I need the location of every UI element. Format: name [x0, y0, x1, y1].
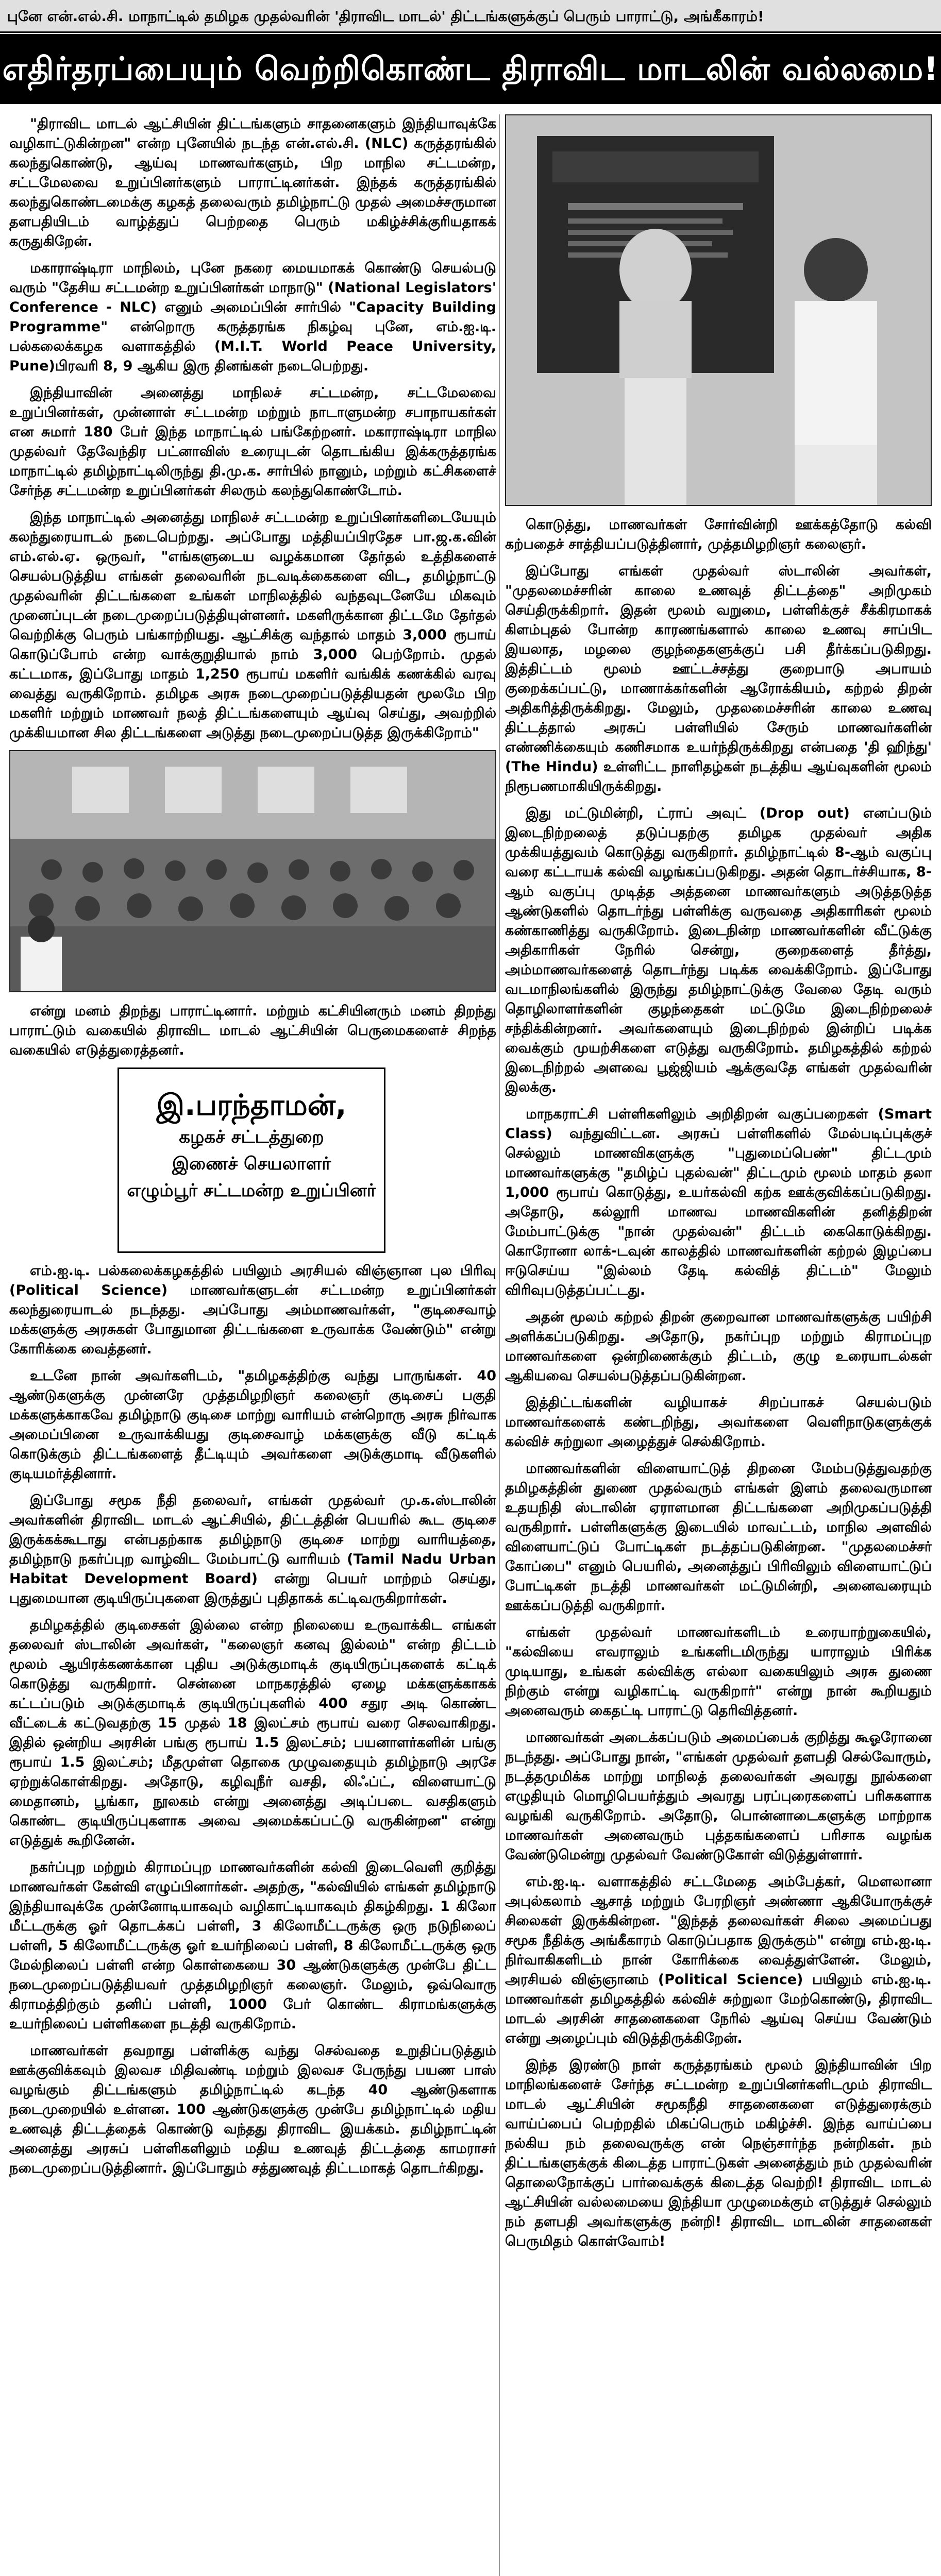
author-byline-box — [117, 1067, 385, 1253]
article-paragraph: மாணவர்கள் தவறாது பள்ளிக்கு வந்து செல்வதை உறுதிப்படுத்தும் ஊக்குவிக்கவும் இலவச மிதிவண்டி மற்றும் இலவச பேருந்து பயண பாஸ் வழங்கும் திட்டங்களும் தமிழ்நாட்டில் கடந்த 40 ஆண்டுகளாக நடைமுறையில் உள்ளன. 100 ஆண்டுகளுக்கு முன்பே தமிழ்நாட்டில் மதிய உணவுத் திட்டத்தைக் கொண்டு வந்தது திராவிட இயக்கம். தமிழ்நாட்டின் அனைத்து அரசுப் பள்ளிகளிலும் மதிய உணவுத் திட்டத்தை காமராசர் நடைமுறைப்படுத்தினார். இப்போதும் சத்துணவுத் திட்டமாகத் தொடர்கிறது. — [9, 2043, 496, 2176]
right-column — [505, 114, 932, 2576]
article-paragraph: இத்திட்டங்களின் வழியாகச் சிறப்பாகச் செயல்படும் மாணவர்களைக் கண்டறிந்து, அவர்களை வெளிநாடுகளுக்குக் கல்விச் சுற்றுலா அழைத்துச் செல்கிறோம். — [505, 1395, 932, 1450]
article-paragraph: மகாராஷ்டிரா மாநிலம், புனே நகரை மையமாகக் கொண்டு செயல்படு வரும் "தேசிய சட்டமன்ற உறுப்பினர்கள் மாநாடு" (National Legislators' Conference - NLC) எனும் அமைப்பின் சார்பில் "Capacity Building Programme" என்றொரு கருத்தரங்க நிகழ்வு புனே, எம்.ஐ.டி. பல்கலைக்கழக வளாகத்தில் (M.I.T. World Peace University, Pune)பிரவரி 8, 9 ஆகிய இரு தினங்கள் நடைபெற்றது. — [9, 260, 496, 374]
article-paragraph: நகர்ப்புற மற்றும் கிராமப்புற மாணவர்களின் கல்வி இடைவெளி குறித்து மாணவர்கள் கேள்வி எழுப்பினார்கள். அதற்கு, "கல்வியில் எங்கள் தமிழ்நாடு இந்தியாவுக்கே முன்னோடியாகவும் வழிகாட்டியாகவும் திகழ்கிறது. 1 கிலோ மீட்டருக்கு ஓர் தொடக்கப் பள்ளி, 3 கிலோமீட்டருக்கு ஒரு நடுநிலைப் பள்ளி, 5 கிலோமீட்டருக்கு ஓர் உயர்நிலைப் பள்ளி, 8 கிலோமீட்டருக்கு ஒரு மேல்நிலைப் பள்ளி என்ற கொள்கையை 30 ஆண்டுகளுக்கு முன்பே திட்ட நடைமுறைப்படுத்தியவர் முத்தமிழறிஞர் கலைஞர். மேலும், ஒவ்வொரு கிராமத்திற்கும் தனிப் பள்ளி, 1000 பேர் கொண்ட கிராமங்களுக்கு உயர்நிலைப் பள்ளிகளை நடத்தி வருகிறோம். — [9, 1859, 496, 2032]
author-title-1: கழகச் சட்டத்துறை — [179, 1127, 324, 1147]
article-paragraph: இந்தியாவின் அனைத்து மாநிலச் சட்டமன்ற, சட்டமேலவை உறுப்பினர்கள், முன்னாள் சட்டமன்ற மற்றும் நாடாளுமன்ற சபாநாயகர்கள் என சுமார் 180 பேர் இந்த மாநாட்டில் பங்கேற்றனர். மகாராஷ்டிரா மாநில முதல்வர் தேவேந்திர பட்னாவிஸ் உரையுடன் தொடங்கிய இக்கருத்தரங்க மாநாட்டில் தமிழ்நாட்டிலிருந்து தி.மு.க. சார்பில் நானும், மற்றும் கட்சிகளைச் சேர்ந்த சட்டமன்ற உறுப்பினர்கள் சிலரும் கலந்துகொண்டோம். — [9, 385, 496, 499]
article-paragraph: மாணவர்கள் அடைக்கப்படும் அமைப்பைக் குறித்து கூஓரோனை நடந்தது. அப்போது நான், "எங்கள் முதல்வர் தளபதி செல்வோரும், நடத்தமுமிக்க மாற்று மாநிலத் தலைவர்கள் அவரது நூல்களை எழுதியும் மொழிபெயர்த்தும் அவரது பரப்புரைகளைப் பரிசுகளாக வழங்கி வருகிறோம். அதோடு, பொன்னாடைகளுக்கு மாற்றாக மாணவர்கள் அனைவரும் புத்தகங்களைப் பரிசாக வழங்க வேண்டுமென்று முதல்வர் வேண்டுகோள் விடுத்துள்ளார். — [505, 1730, 932, 1863]
article-paragraph: இந்த இரண்டு நாள் கருத்தரங்கம் மூலம் இந்தியாவின் பிற மாநிலங்களைச் சேர்ந்த சட்டமன்ற உறுப்பினர்களிடமும் திராவிட மாடல் ஆட்சியின் சமூகநீதி சாதனைகளை எடுத்துரைக்கும் வாய்ப்பைப் பெற்றதில் மிகப்பெரும் மகிழ்ச்சி. இந்த வாய்ப்பை நல்கிய நம் தலைவருக்கு என் நெஞ்சார்ந்த நன்றிகள். நம் திட்டங்களுக்குக் கிடைத்த பாராட்டுகள் அனைத்தும் நம் முதல்வரின் தொலைநோக்குப் பார்வைக்குக் கிடைத்த வெற்றி! திராவிட மாடல் ஆட்சியின் வல்லமையை இந்தியா முழுமைக்கும் எடுத்துச் செல்லும் நம் தளபதி அவர்களுக்கு நன்றி! திராவிட மாடலின் சாதனைகள் பெருமிதம் கொள்வோம்! — [505, 2057, 932, 2249]
article-paragraph: எம்.ஐ.டி. பல்கலைக்கழகத்தில் பயிலும் அரசியல் விஞ்ஞான புல பிரிவு (Political Science) மாணவர்களுடன் சட்டமன்ற உறுப்பினர்கள் கலந்துரையாடல் நடந்தது. அப்போது அம்மாணவர்கள், "குடிசைவாழ் மக்களுக்கு அரசுகள் போதுமான திட்டங்களை உருவாக்க வேண்டும்" என்று கோரிக்கை வைத்தனர். — [9, 1263, 496, 1357]
author-title-3: எழும்பூர் சட்டமன்ற உறுப்பினர் — [127, 1180, 376, 1201]
portrait-photo — [505, 114, 932, 506]
left-column — [9, 114, 496, 2576]
article-paragraph: "திராவிட மாடல் ஆட்சியின் திட்டங்களும் சாதனைகளும் இந்தியாவுக்கே வழிகாட்டுகின்றன" என்ற புனேயில் நடந்த என்.எல்.சி. (NLC) கருத்தரங்கில் கலந்துகொண்டு, ஆய்வு மாணவர்களும், பிற மாநில சட்டமன்ற, சட்டமேலவை உறுப்பினர்களும் பாராட்டினர்கள். இந்தக் கருத்தரங்கில் கலந்துகொண்டமைக்கு கழகத் தலைவரும் தமிழ்நாட்டு முதல் அமைச்சருமான தளபதியிடம் வாழ்த்துப் பெற்றதை பெரும் மகிழ்ச்சிக்குரியதாகக் கருதுகிறேன். — [9, 116, 496, 249]
headline: எதிர்தரப்பையும் வெற்றிகொண்ட திராவிட மாடலின் வல்லமை! — [0, 34, 941, 104]
article-paragraph: இப்போது எங்கள் முதல்வர் ஸ்டாலின் அவர்கள், "முதலமைச்சரின் காலை உணவுத் திட்டத்தை" அறிமுகம் செய்திருக்கிறார். இதன் மூலம் வறுமை, பள்ளிக்குச் சீக்கிரமாகக் கிளம்புதல் போன்ற காரணங்களால் காலை உணவு சாப்பிட இயலாத, மழலை குழந்தைகளுக்குப் பசி தீர்க்கப்படுகிறது. இத்திட்டம் மூலம் ஊட்டச்சத்து குறைபாடு அபாயம் குறைக்கப்பட்டு, மாணாக்கர்களின் ஆரோக்கியம், கற்றல் திறன் அதிகரித்திருக்கிறது. மேலும், முதலமைச்சரின் காலை உணவு திட்டத்தால் அரசுப் பள்ளியில் சேரும் மாணவர்களின் எண்ணிக்கையும் கணிசமாக உயர்ந்திருக்கிறது என்பதை 'தி ஹிந்து' (The Hindu) உள்ளிட்ட நாளிதழ்கள் நடத்திய ஆய்வுகளின் மூலம் நிரூபணமாகியிருக்கிறது. — [505, 563, 932, 794]
author-name: இ.பரந்தாமன், — [156, 1089, 347, 1122]
conference-hall-photo — [9, 750, 496, 992]
article-paragraph: என்று மனம் திறந்து பாராட்டினார். மற்றும் கட்சியினரும் மனம் திறந்து பாராட்டும் வகையில் திராவிட மாடல் ஆட்சியின் பெருமைகளைச் சிறந்த வகையில் எடுத்துரைத்தனர். — [9, 1003, 496, 1058]
article-paragraph: மாணவர்களின் விளையாட்டுத் திறனை மேம்படுத்துவதற்கு தமிழகத்தின் துணை முதல்வரும் எங்கள் இளம் தலைவருமான உதயநிதி ஸ்டாலின் ஏராளமான திட்டங்களை அறிமுகப்படுத்தி வருகிறார். பள்ளிகளுக்கு இடையில் மாவட்டம், மாநில அளவில் விளையாட்டுப் போட்டிகள் நடத்தப்படுகின்றன. "முதலமைச்சர் கோப்பை" எனும் பெயரில், அனைத்துப் பிரிவிலும் விளையாட்டுப் போட்டிகள் நடத்தி மாணவர்கள் மட்டுமின்றி, அனைவரையும் ஊக்கப்படுத்தி வருகிறார். — [505, 1461, 932, 1614]
article-paragraph: உடனே நான் அவர்களிடம், "தமிழகத்திற்கு வந்து பாருங்கள். 40 ஆண்டுகளுக்கு முன்னரே முத்தமிழறிஞர் கலைஞர் குடிசைப் பகுதி மக்களுக்காகவே தமிழ்நாடு குடிசை மாற்று வாரியம் என்றொரு அரசு நிர்வாக அமைப்பினை உருவாக்கியது குடிசைவாழ் மக்களுக்கு வீடு கட்டிக் கொடுக்கும் திட்டங்களைத் தீட்டியும் அவர்களை அடுக்குமாடி வீடுகளில் குடியமர்த்தினார். — [9, 1368, 496, 1482]
article-paragraph: இப்போது சமூக நீதி தலைவர், எங்கள் முதல்வர் மு.க.ஸ்டாலின் அவர்களின் திராவிட மாடல் ஆட்சியில், திட்டத்தின் பெயரில் கூட குடிசை இருக்கக்கூடாது என்பதற்காக தமிழ்நாடு குடிசை மாற்று வாரியத்தை, தமிழ்நாடு நகர்ப்புற வாழ்விட மேம்பாட்டு வாரியம் (Tamil Nadu Urban Habitat Development Board) என்று பெயர் மாற்றம் செய்து, புதுமையான குடியிருப்புகளை இருத்துப் புதிதாகக் கட்டிவருகிறார்கள். — [9, 1493, 496, 1606]
article-paragraph: அதன் மூலம் கற்றல் திறன் குறைவான மாணவர்களுக்கு பயிற்சி அளிக்கப்படுகிறது. அதோடு, நகர்ப்புற மற்றும் கிராமப்புற மாணவர்களை ஒன்றிணைக்கும் திட்டம், குழு உரையாடல்கள் ஆகியவை செயல்படுத்தப்படுகின்றன. — [505, 1309, 932, 1384]
article-paragraph: கொடுத்து, மாணவர்கள் சோர்வின்றி ஊக்கத்தோடு கல்வி கற்பதைச் சாத்தியப்படுத்தினார், முத்தமிழறிஞர் கலைஞர். — [505, 517, 932, 552]
article-paragraph: இந்த மாநாட்டில் அனைத்து மாநிலச் சட்டமன்ற உறுப்பினர்களிடையேயும் கலந்துரையாடல் நடைபெற்றது. அப்போது மத்தியப்பிரதேச பா.ஜ.க.வின் எம்.எல்.ஏ. ஒருவர், "எங்களுடைய வழக்கமான தேர்தல் உத்திகளைச் செயல்படுத்திய எங்கள் தலைவரின் நடவடிக்கைகளை விட, தமிழ்நாட்டு முதல்வரின் திட்டங்களை உங்கள் மாநிலத்தில் வந்தவுடனேயே மிகவும் முனைப்புடன் நடைமுறைப்படுத்தியுள்ளனர். மகளிருக்கான திட்டமே தேர்தல் வெற்றிக்கு பெரும் பங்காற்றியது. ஆட்சிக்கு வந்தால் மாதம் 3,000 ரூபாய் கொடுப்போம் என்ற வாக்குறுதியால் நாம் 3,000 பெற்றோம். முதல் கட்டமாக, இப்போது மாதம் 1,250 ரூபாய் மகளிர் வங்கிக் கணக்கில் வரவு வைத்து வருகிறோம். தமிழக அரசு நடைமுறைப்படுத்தியதன் மூலமே பிற மகளிர் மற்றும் மாணவர் நலத் திட்டங்களையும் ஆய்வு செய்து, அவற்றில் முக்கியமான சில திட்டங்களை அடுத்து நடைமுறைப்படுத்த இருக்கிறோம்" — [9, 510, 496, 741]
article-paragraph: தமிழகத்தில் குடிசைகள் இல்லை என்ற நிலையை உருவாக்கிட எங்கள் தலைவர் ஸ்டாலின் அவர்கள், "கலைஞர் கனவு இல்லம்" என்ற திட்டம் மூலம் ஆயிரக்கணக்கான புதிய அடுக்குமாடிக் குடியிருப்புகளைக் கட்டிக் கொடுத்து வருகிறார். சென்னை மாநகரத்தில் ஏழை மக்களுக்காகக் கட்டப்படும் அடுக்குமாடிக் குடியிருப்புகளில் 400 சதுர அடி கொண்ட வீட்டைக் கட்டுவதற்கு 15 முதல் 18 இலட்சம் ரூபாய் வரை செலவாகிறது. இதில் ஒன்றிய அரசின் பங்கு ரூபாய் 1.5 இலட்சம்; பயனாளர்களின் பங்கு ரூபாய் 1.5 இலட்சம்; மீதமுள்ள தொகை முழுவதையும் தமிழ்நாடு அரசே ஏற்றுக்கொள்கிறது. அதோடு, கழிவுநீர் வசதி, லிஃப்ட், விளையாட்டு மைதானம், பூங்கா, நூலகம் என்று அனைத்து அடிப்படை வசதிகளும் கொண்ட குடியிருப்புகளாக அவை அமைக்கப்பட்டு வருகின்றன" என்று எடுத்துக் கூறினேன். — [9, 1617, 496, 1849]
column-divider — [499, 114, 500, 2576]
conference-hall-illustration — [10, 751, 496, 992]
portrait-illustration — [506, 115, 932, 506]
article-paragraph: இது மட்டுமின்றி, ட்ராப் அவுட் (Drop out) எனப்படும் இடைநிற்றலைத் தடுப்பதற்கு தமிழக முதல்வர் அதிக முக்கியத்துவம் கொடுத்து வருகிறார். தமிழ்நாட்டில் 8-ஆம் வகுப்பு வரை கட்டாயக் கல்வி வழங்கப்படுகிறது. அதன் தொடர்ச்சியாக, 8-ஆம் வகுப்பு முடித்த அத்தனை மாணவர்களும் அடுத்தடுத்த ஆண்டுகளில் தொடர்ந்து பள்ளிக்கு வருவதை அதிகாரிகள் மூலம் கண்காணித்து வருகிறோம். இடைநின்ற மாணவர்களின் வீட்டுக்கு அதிகாரிகள் நேரில் சென்று, குறைகளைத் தீர்த்து, அம்மாணவர்களைத் தொடர்ந்து படிக்க வைக்கிறோம். இப்போது வடமாநிலங்களில் இருந்து தமிழ்நாட்டுக்கு வேலை தேடி வரும் தொழிலாளர்களின் குழந்தைகள் மட்டுமே இடைநிற்றலைச் சந்திக்கின்றனர். அவர்களையும் இடைநிற்றல் இன்றிப் படிக்க வைக்கும் முயற்சிகளை எடுத்து வருகிறோம். தமிழகத்தில் கற்றல் இடைநிற்றல் அளவை பூஜ்ஜியம் ஆக்குவதே எங்கள் முதல்வரின் இலக்கு. — [505, 805, 932, 1095]
article-paragraph: மாநகராட்சி பள்ளிகளிலும் அறிதிறன் வகுப்பறைகள் (Smart Class) வந்துவிட்டன. அரசுப் பள்ளிகளில் மேல்படிப்புக்குச் செல்லும் மாணவிகளுக்கு "புதுமைப்பெண்" திட்டமும் மாணவர்களுக்கு "தமிழ்ப் புதல்வன்" திட்டமும் மூலம் மாதம் தலா 1,000 ரூபாய் கொடுத்து, உயர்கல்வி கற்க ஊக்குவிக்கப்படுகிறது. அதோடு, கல்லூரி மாணவ மாணவிகளின் தனித்திறன் மேம்பாட்டுக்கு "நான் முதல்வன்" திட்டம் கைகொடுக்கிறது. கொரோனா லாக்-டவுன் காலத்தில் மாணவர்களின் கற்றல் இழப்பை ஈடுசெய்ய "இல்லம் தேடி கல்வித் திட்டம்" மேலும் விரிவுபடுத்தப்பட்டது. — [505, 1106, 932, 1298]
article-paragraph: எங்கள் முதல்வர் மாணவர்களிடம் உரையாற்றுகையில், "கல்வியை எவராலும் உங்களிடமிருந்து யாராலும் பிரிக்க முடியாது, உங்கள் கல்விக்கு எல்லா வகையிலும் அரசு துணை நிற்கும் என்று வழிகாட்டி வருகிறார்" என்று நான் கூறியதும் அனைவரும் கைதட்டி பாராட்டு தெரிவித்தனர். — [505, 1624, 932, 1719]
author-title-2: இணைச் செயலாளர் — [172, 1154, 331, 1174]
kicker-line: புனே என்.எல்.சி. மாநாட்டில் தமிழக முதல்வரின் 'திராவிட மாடல்' திட்டங்களுக்குப் பெரும் பாராட்டு, அங்கீகாரம்! — [0, 0, 941, 33]
article-paragraph: எம்.ஐ.டி. வளாகத்தில் சட்டமேதை அம்பேத்கர், மௌலானா அபுல்கலாம் ஆசாத் மற்றும் பேரறிஞர் அண்ணா ஆகியோருக்குச் சிலைகள் இருக்கின்றன. "இந்தத் தலைவர்கள் சிலை அமைப்பது சமூக நீதிக்கு அங்கீகாரம் கொடுப்பதாக இருக்கும்" என்று எம்.ஐ.டி. நிர்வாகிகளிடம் நான் கோரிக்கை வைத்துள்ளேன். மேலும், அரசியல் விஞ்ஞானம் (Political Science) பயிலும் எம்.ஐ.டி. மாணவர்கள் தமிழகத்தில் கல்விச் சுற்றுலா மேற்கொண்டு, திராவிட மாடல் அரசின் சாதனைகளை நேரில் ஆய்வு செய்ய வேண்டும் என்று அழைப்பும் விடுத்திருக்கிறேன். — [505, 1874, 932, 2046]
